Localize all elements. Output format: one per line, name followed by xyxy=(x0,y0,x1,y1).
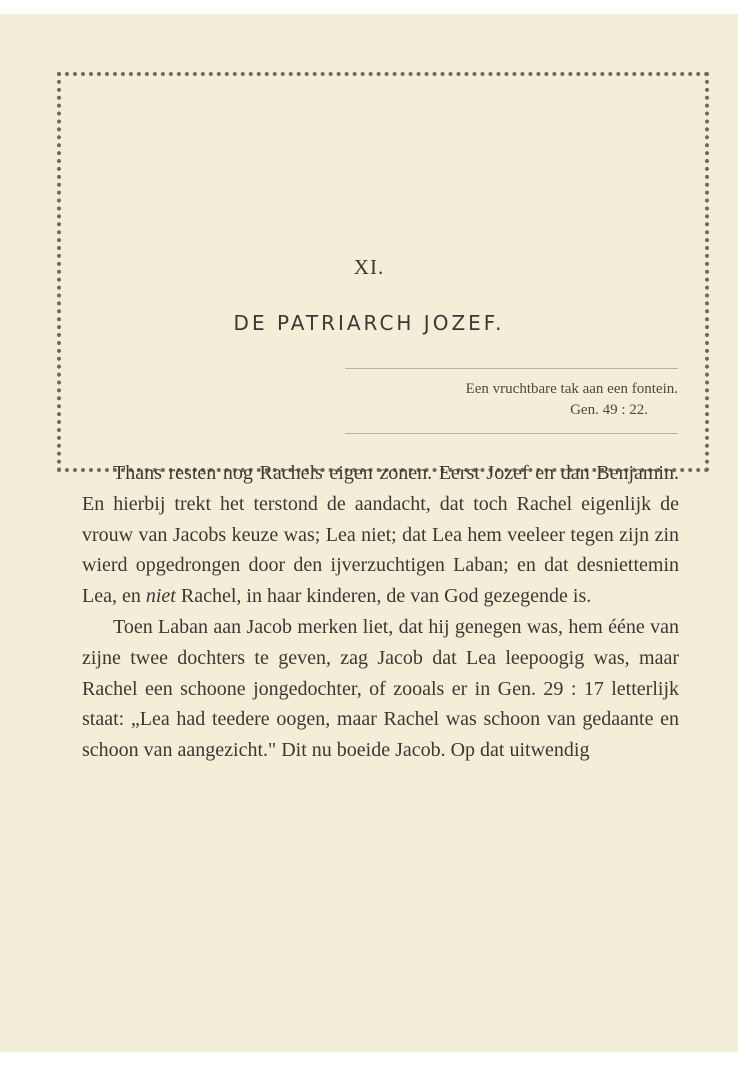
epigraph-rule-top xyxy=(345,368,678,369)
paragraph xyxy=(82,458,679,612)
bottom-margin xyxy=(0,1052,738,1068)
paragraph: Toen Laban aan Jacob merken liet, dat hij genegen was, hem ééne van zijne twee dochters te geven, zag Jacob dat Lea leepoogig was, maar Rachel een schoone jongedochter, of zooals er in Gen. 29 : 17 letterlijk staat: „Lea had teedere oogen, maar Rachel was schoon van gedaante en schoon van aangezicht." Dit nu boeide Jacob. Op dat uitwendig xyxy=(82,615,679,762)
top-margin xyxy=(0,0,738,14)
epigraph-rule-bottom xyxy=(345,433,678,434)
paragraph-text: Thans resten nog Rachels eigen zonen. Eerst Jozef en dan Benjamin. En hierbij trekt het terstond de aandacht, dat toch Rachel eigenlijk de vrouw van Jacobs keuze was; Lea niet; dat Lea hem veeleer tegen zijn zin wierd opgedrongen door den ijverzuchtigen Laban; en dat desniettemin Lea, en xyxy=(82,462,679,608)
epigraph-quote: Een vruchtbare tak aan een fontein. xyxy=(465,381,678,397)
emphasis-text: niet xyxy=(145,585,176,608)
paragraph-text: Rachel, in haar kinderen, de van God gezegende is. xyxy=(175,585,592,608)
epigraph-reference: Gen. 49 : 22. xyxy=(570,402,648,418)
epigraph xyxy=(345,368,678,434)
body-text xyxy=(82,458,679,766)
chapter-number: XI. xyxy=(353,255,385,279)
chapter-title: DE PATRIARCH JOZEF. xyxy=(233,311,505,335)
